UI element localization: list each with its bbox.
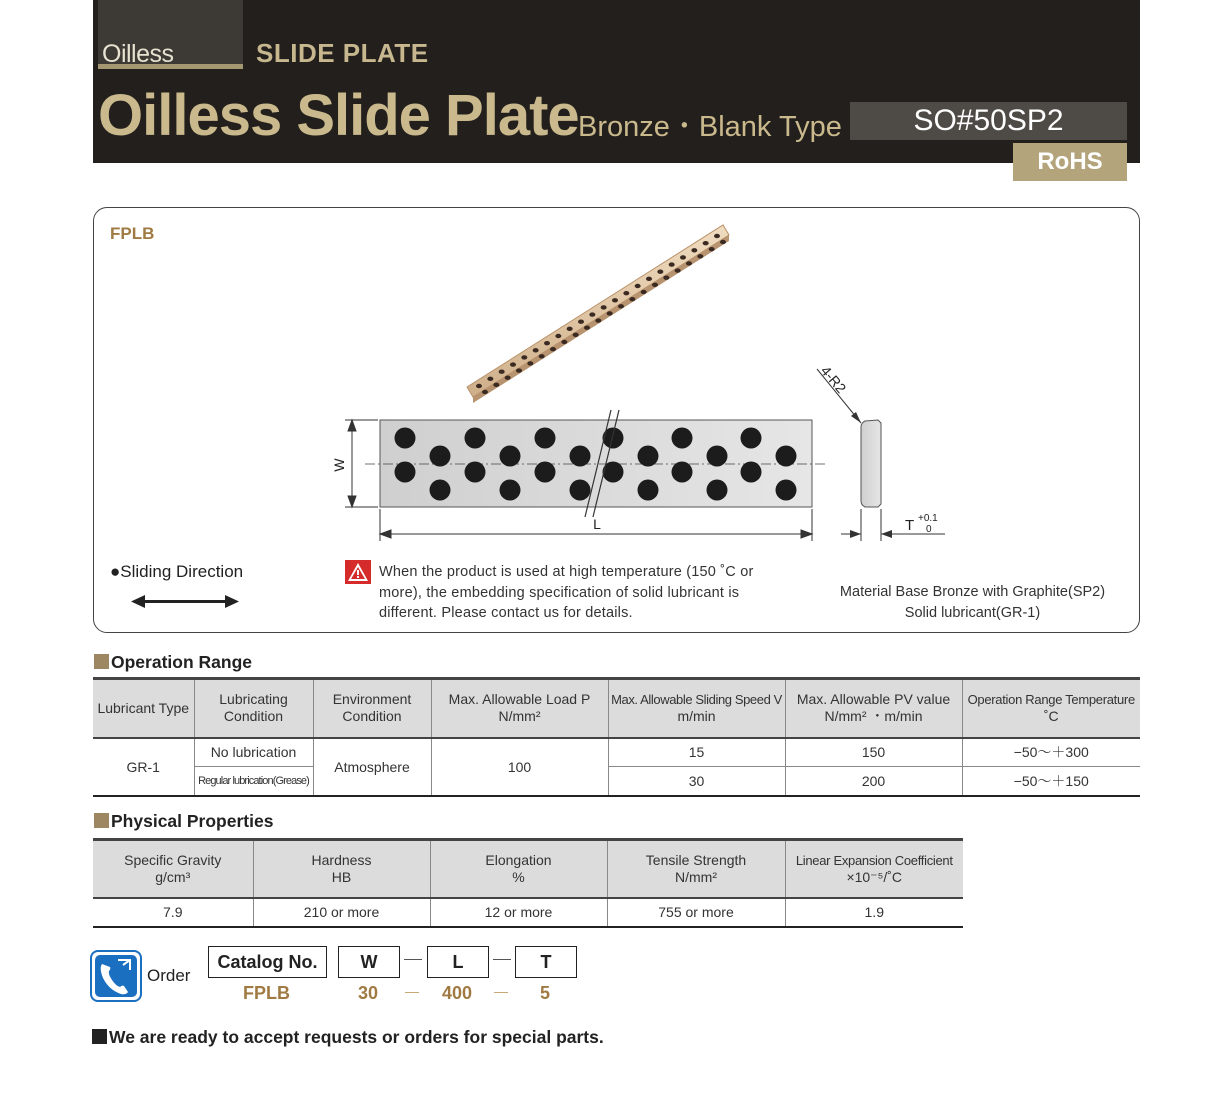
graphite-plug: [539, 354, 545, 358]
graphite-plug: [584, 326, 590, 330]
operation-range-heading: [94, 652, 252, 673]
condition-cell: Regular lubrication(Grease): [194, 767, 313, 796]
graphite-plug: [535, 428, 556, 449]
graphite-plug: [741, 462, 762, 483]
graphite-plug: [703, 241, 709, 245]
speed-cell: 30: [608, 767, 785, 796]
physical-properties-table: [93, 838, 963, 928]
graphite-plug: [487, 377, 493, 381]
tolerance-lower: 0: [926, 524, 932, 535]
product-render: [467, 225, 729, 403]
table-header-row: [93, 679, 1140, 738]
graphite-plug: [641, 290, 647, 294]
length-label: L: [593, 516, 601, 532]
graphite-plug: [669, 262, 675, 266]
table-row: [93, 738, 1140, 767]
col-specific-gravity: Specific Gravity g/cm³: [93, 840, 253, 898]
model-label: FPLB: [110, 224, 155, 243]
section-square-icon: [94, 813, 109, 828]
catalog-no-value: FPLB: [243, 983, 290, 1003]
graphite-plug: [430, 480, 451, 501]
pv-cell: 150: [785, 738, 962, 767]
graphite-plug: [714, 234, 720, 238]
graphite-plug: [589, 312, 595, 316]
graphite-plug: [741, 428, 762, 449]
graphite-plug: [612, 298, 618, 302]
graphite-plug: [510, 362, 516, 366]
graphite-plug: [570, 446, 591, 467]
graphite-plug: [516, 368, 522, 372]
elongation-cell: 12 or more: [430, 898, 607, 927]
l-box: L: [427, 946, 489, 978]
sliding-direction-label: ●Sliding Direction: [110, 562, 244, 581]
graphite-plug: [646, 277, 652, 281]
material-lubricant: Solid lubricant(GR-1): [904, 605, 1041, 621]
max-load-cell: 100: [431, 738, 608, 796]
graphite-plug: [707, 446, 728, 467]
graphite-plug: [686, 261, 692, 265]
physical-properties-heading: [94, 811, 273, 832]
category-label: SLIDE PLATE: [256, 38, 429, 68]
special-order-text: We are ready to accept requests or orders for special parts.: [109, 1027, 604, 1047]
w-value: 30: [357, 983, 379, 1003]
physical-properties-title: Physical Properties: [111, 811, 274, 831]
graphite-plug: [595, 318, 601, 322]
warning-icon: [345, 560, 371, 584]
graphite-plug: [578, 320, 584, 324]
col-temperature: Operation Range Temperature ˚C: [962, 679, 1140, 738]
graphite-plug: [680, 255, 686, 259]
graphite-plug: [635, 284, 641, 288]
col-hardness: Hardness HB: [253, 840, 430, 898]
material-base: Material Base Bronze with Graphite(SP2): [839, 584, 1106, 600]
graphite-plug: [465, 428, 486, 449]
graphite-plug: [527, 361, 533, 365]
graphite-plug: [476, 384, 482, 388]
t-value: 5: [539, 983, 550, 1003]
separator-dash: [493, 959, 511, 960]
graphite-plug: [465, 462, 486, 483]
speed-cell: 15: [608, 738, 785, 767]
width-label: W: [331, 458, 347, 472]
operation-range-table: [93, 677, 1140, 797]
table-header-row: [93, 840, 963, 898]
material-info: [815, 582, 1130, 624]
col-lubricating-condition: Lubricating Condition: [194, 679, 313, 738]
graphite-plug: [657, 270, 663, 274]
graphite-plug: [555, 334, 561, 338]
page-subtitle: Bronze・Blank Type: [578, 111, 842, 143]
specific-gravity-cell: 7.9: [93, 898, 253, 927]
graphite-plug: [500, 480, 521, 501]
thickness-label: T: [905, 517, 915, 534]
graphite-plug: [618, 304, 624, 308]
special-order-note: [92, 1027, 604, 1048]
graphite-plug: [570, 480, 591, 501]
width-dimension: [345, 420, 378, 507]
col-lubricant-type: Lubricant Type: [93, 679, 194, 738]
col-max-load: Max. Allowable Load P N/mm²: [431, 679, 608, 738]
graphite-plug: [672, 462, 693, 483]
col-max-speed: Max. Allowable Sliding Speed V m/min: [608, 679, 785, 738]
table-row: [93, 898, 963, 927]
graphite-plug: [430, 446, 451, 467]
plan-view: [365, 410, 828, 517]
graphite-plug: [395, 428, 416, 449]
graphite-plug: [672, 428, 693, 449]
graphite-plug: [638, 446, 659, 467]
graphite-plug: [499, 370, 505, 374]
graphite-plug: [567, 327, 573, 331]
graphite-plug: [535, 462, 556, 483]
operation-range-title: Operation Range: [111, 652, 252, 672]
col-linear-expansion: Linear Expansion Coefficient ×10⁻⁵/˚C: [785, 840, 963, 898]
separator-dash: [404, 959, 422, 960]
graphite-plug: [493, 383, 499, 387]
temperature-cell: −50～＋150: [1013, 772, 1089, 789]
separator-dash: [405, 992, 419, 993]
environment-cell: Atmosphere: [313, 738, 431, 796]
note-square-icon: [92, 1029, 107, 1044]
rohs-badge: RoHS: [1013, 143, 1127, 181]
graphite-plug: [395, 462, 416, 483]
condition-cell: No lubrication: [194, 738, 313, 767]
graphite-plug: [601, 305, 607, 309]
graphite-plug: [607, 311, 613, 315]
tolerance-upper: +0.1: [918, 513, 938, 524]
graphite-plug: [482, 390, 488, 394]
order-label: Order: [147, 966, 191, 985]
graphite-plug: [544, 341, 550, 345]
graphite-plug: [707, 480, 728, 501]
graphite-plug: [675, 268, 681, 272]
graphite-plug: [652, 283, 658, 287]
catalog-no-box: Catalog No.: [208, 946, 327, 978]
graphite-plug: [776, 446, 797, 467]
brand-name: Oilless: [102, 40, 174, 68]
graphite-plug: [629, 297, 635, 301]
col-tensile-strength: Tensile Strength N/mm²: [607, 840, 785, 898]
sliding-direction-arrow: [131, 595, 239, 608]
phone-order-icon: [90, 950, 142, 1002]
pv-cell: 200: [785, 767, 962, 796]
product-code: SO#50SP2: [913, 104, 1064, 137]
col-max-pv: Max. Allowable PV value N/mm² ・m/min: [785, 679, 962, 738]
graphite-plug: [573, 333, 579, 337]
l-value: 400: [441, 983, 473, 1003]
lubricant-type-cell: GR-1: [93, 738, 194, 796]
separator-dash: [494, 992, 508, 993]
page-title: Oilless Slide Plate: [98, 83, 579, 148]
graphite-plug: [500, 446, 521, 467]
tensile-strength-cell: 755 or more: [607, 898, 785, 927]
graphite-plug: [663, 276, 669, 280]
hardness-cell: 210 or more: [253, 898, 430, 927]
graphite-plug: [720, 240, 726, 244]
col-elongation: Elongation %: [430, 840, 607, 898]
graphite-plug: [776, 480, 797, 501]
temperature-cell: −50～＋300: [962, 738, 1140, 767]
col-environment-condition: Environment Condition: [313, 679, 431, 738]
linear-expansion-cell: 1.9: [864, 904, 884, 920]
graphite-plug: [533, 348, 539, 352]
high-temperature-warning: When the product is used at high temperature (150 ˚C or more), the embedding specification of solid lubricant is different. Please contact us for details.: [379, 564, 754, 621]
corner-radius-label: 4-R2: [817, 362, 850, 397]
table-row: [93, 767, 1140, 796]
graphite-plug: [638, 480, 659, 501]
t-box: T: [515, 946, 577, 978]
graphite-plug: [623, 291, 629, 295]
graphite-plug: [521, 355, 527, 359]
graphite-plug: [709, 247, 715, 251]
graphite-plug: [697, 254, 703, 258]
w-box: W: [338, 946, 400, 978]
graphite-plug: [691, 248, 697, 252]
section-square-icon: [94, 654, 109, 669]
graphite-plug: [550, 347, 556, 351]
graphite-plug: [505, 376, 511, 380]
graphite-plug: [561, 340, 567, 344]
